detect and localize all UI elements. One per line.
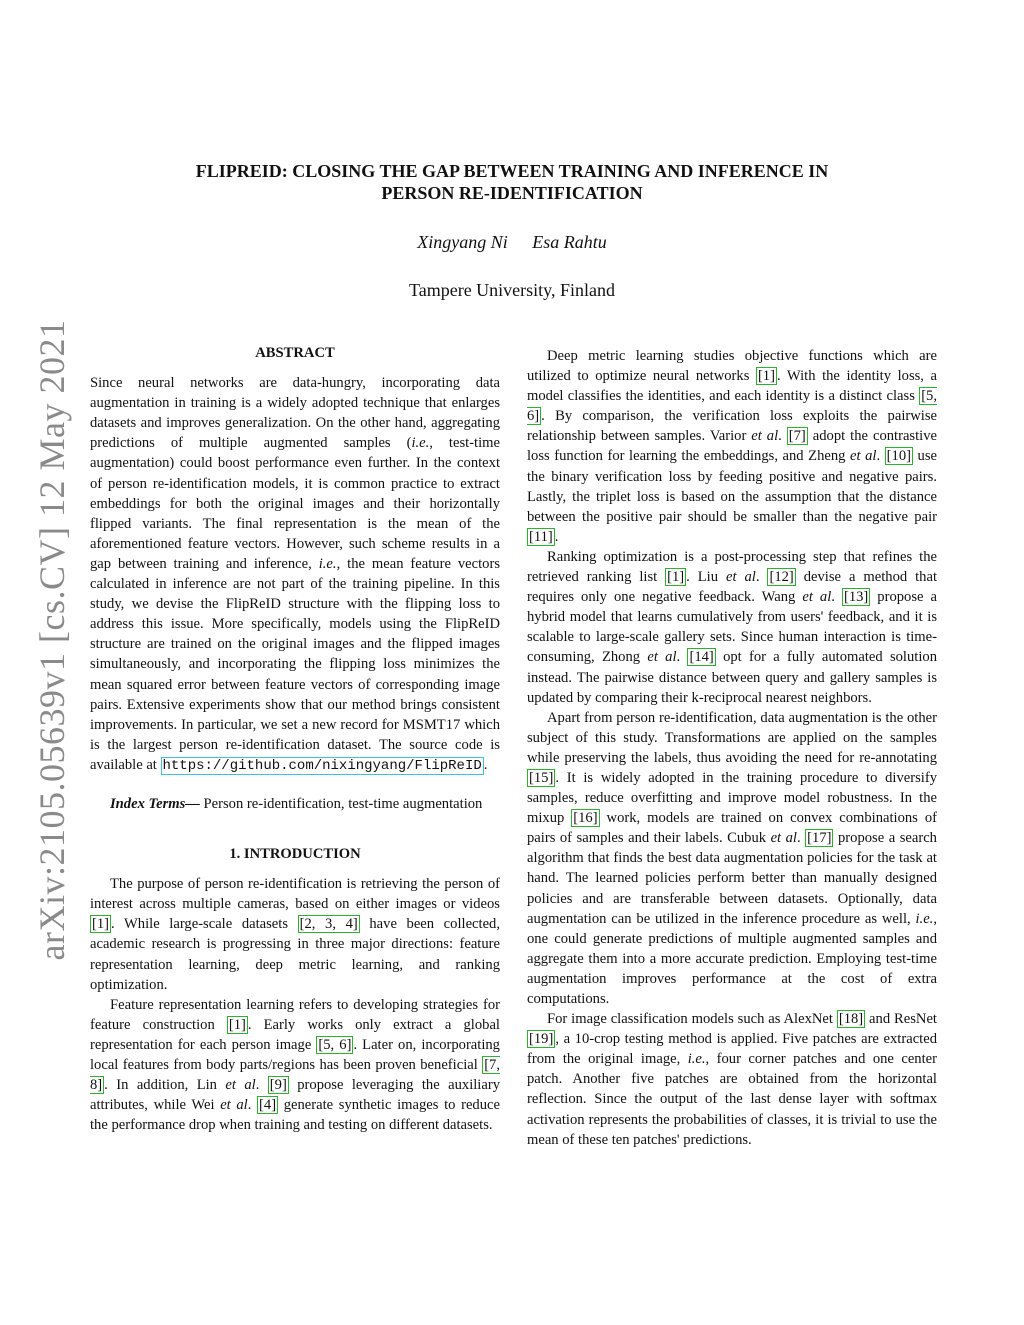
text-run: work, models are trained on convex combinations of pairs of samples and their labels. Cubuk (527, 810, 937, 847)
body-paragraph (527, 346, 937, 547)
citation-link[interactable]: [16] (573, 810, 598, 827)
text-run: . (778, 428, 787, 445)
italic-text: et al (770, 830, 797, 847)
italic-text: et al (802, 589, 832, 606)
text-run: . In addition, Lin (104, 1077, 226, 1094)
citation-link[interactable]: [4] (259, 1097, 277, 1114)
citation-link[interactable]: [5, 6] (527, 388, 937, 425)
italic-text: i.e. (915, 910, 934, 927)
citation-link[interactable]: [15] (529, 769, 554, 786)
text-run: propose a search algorithm that finds the best data augmentation policies for the task at hand. The learned policies perform better than manually designed policies and are transferable between datasets. Optionally, data augmentation can be utilized in the inference procedure as well, (527, 830, 937, 927)
citation-link[interactable]: [7, 8] (90, 1057, 500, 1094)
text-run: , four corner patches and one center patch. Another five patches are obtained from the horizontal reflection. Since the output of the last dense layer with softmax activation represents the probabilities of classes, it is trivial to use the mean of these ten patches' predictions. (527, 1051, 937, 1148)
body-paragraph (527, 547, 937, 708)
text-run: . Early works only extract a global representation for each person image (90, 1016, 500, 1053)
right-column (527, 346, 937, 1150)
text-run: The purpose of person re-identification is retrieving the person of interest across multiple cameras, based on either images or videos (90, 876, 500, 913)
text-run: For image classification models such as AlexNet (547, 1011, 837, 1028)
text-run: propose leveraging the auxiliary attributes, while Wei (90, 1077, 500, 1114)
text-run: . While large-scale datasets (111, 916, 298, 933)
citation-link[interactable]: [18] (838, 1011, 864, 1028)
abstract-body: Since neural networks are data-hungry, incorporating data augmentation in training is a widely adopted technique that enlarges datasets and improves generalization. On the other hand, aggregating predictions of multiple augmented samples (i.e., test-time augmentation) could boost performance even further. In the context of person re-identification models, it is common practice to extract embeddings for both the original images and their horizontally flipped variants. The final representation is the mean of the aforementioned feature vectors. However, such scheme results in a gap between training and inference, i.e., the mean feature vectors calculated in inference are not part of the training pipeline. In this study, we devise the FlipReID structure with the flipping loss to address this issue. More specifically, models using the FlipReID structure are trained on the original images and the flipped images simultaneously, and incorporating the flipping loss minimizes the mean squared error between feature vectors of corresponding image pairs. Extensive experiments show that our method brings consistent improvements. In particular, we set a new record for MSMT17 which is the largest person re-identification dataset. The source code is available at https://github.com/nixingyang/FlipReID . (90, 375, 500, 774)
text-run: . (796, 830, 806, 847)
text-run: . (831, 589, 842, 606)
text-run: Apart from person re-identification, data augmentation is the other subject of this study. Transformations are applied on the samples while preserving the labels, thus avoiding the need for re-annotating (527, 709, 937, 766)
citation-link[interactable]: [12] (769, 569, 794, 586)
text-run: . Later on, incorporating local features from body parts/regions has been proven beneficial (90, 1036, 500, 1073)
title-line-2: PERSON RE-IDENTIFICATION (381, 183, 643, 203)
intro-paragraph (90, 874, 500, 995)
citation-link[interactable]: [11] (529, 528, 553, 545)
citation-link[interactable]: [10] (886, 448, 911, 465)
text-run: . (876, 448, 885, 465)
text-run: and ResNet (865, 1011, 937, 1028)
citation-link[interactable]: [7] (788, 428, 806, 445)
citation-link[interactable]: [1] (92, 916, 110, 933)
text-run: . (247, 1097, 258, 1114)
text-run: . (554, 528, 559, 545)
text-run: use the binary verification loss by feeding positive and negative pairs. Lastly, the triplet loss is based on the assumption that the distance between the positive pair should be smaller than the negative pair (527, 448, 938, 525)
text-run: . By comparison, the verification loss exploits the pairwise relationship between samples. Varior (527, 408, 937, 445)
arxiv-identifier: arXiv:2105.05639v1 [cs.CV] 12 May 2021 (32, 319, 72, 961)
citation-link[interactable]: [14] (689, 649, 714, 666)
index-terms-label: Index Terms— (110, 795, 200, 812)
citation-link[interactable]: [2, 3, 4] (299, 916, 358, 933)
author-name: Xingyang Ni (417, 232, 508, 252)
citation-link[interactable]: [1] (757, 368, 775, 385)
text-run: propose a hybrid model that learns cumulatively from users' feedback, and it is scalable to large-scale gallery sets. Since human interaction is time-consuming, Zhong (527, 589, 938, 666)
index-terms: Index Terms— Person re-identification, test-time augmentation (110, 795, 483, 812)
abstract-heading: ABSTRACT (255, 345, 335, 361)
citation-link[interactable]: [9] (269, 1077, 287, 1094)
text-run: generate synthetic images to reduce the performance drop when training and testing on different datasets. (90, 1097, 500, 1134)
left-column (90, 343, 500, 1135)
body-paragraph (527, 708, 937, 1009)
affiliation: Tampere University, Finland (408, 280, 616, 300)
text-run: Deep metric learning studies objective functions which are utilized to optimize neural networks (527, 348, 937, 385)
italic-text: et al (220, 1097, 248, 1114)
italic-text: et al (726, 569, 756, 586)
italic-text: et al (751, 428, 779, 445)
italic-text: et al (850, 448, 877, 465)
citation-link[interactable]: [5, 6] (318, 1036, 352, 1053)
italic-text: et al (647, 649, 677, 666)
text-run: Ranking optimization is a post-processing step that refines the retrieved ranking list (527, 548, 937, 586)
citation-link[interactable]: [13] (843, 589, 869, 606)
source-code-link[interactable]: https://github.com/nixingyang/FlipReID (162, 757, 482, 774)
body-paragraph (527, 1009, 937, 1150)
text-run: devise a method that requires only one negative feedback. Wang (527, 569, 938, 606)
text-run: , one could generate predictions of multiple augmented samples and aggregate them into a more accurate prediction. Employing test-time augmentation improves performance at the cost of extra computations. (527, 910, 937, 1007)
paper-title (100, 160, 924, 204)
citation-link[interactable]: [17] (807, 830, 832, 847)
italic-text: i.e. (687, 1051, 706, 1068)
citation-link[interactable]: [1] (228, 1016, 246, 1033)
text-run: adopt the contrastive loss function for learning the embeddings, and Zheng (527, 428, 937, 465)
author-list (0, 232, 1024, 253)
citation-link[interactable]: [19] (529, 1031, 554, 1048)
text-run: . With the identity loss, a model classifies the identities, and each identity is a distinct class (527, 368, 937, 405)
text-run: . It is widely adopted in the training procedure to diversify samples, reduce overfitting and improve model robustness. In the mixup (527, 769, 937, 827)
author-name: Esa Rahtu (532, 232, 607, 252)
text-run: . (755, 569, 768, 586)
text-run: Feature representation learning refers to developing strategies for feature construction (90, 996, 500, 1033)
introduction-heading: 1. INTRODUCTION (229, 846, 361, 863)
text-run: , a 10-crop testing method is applied. Five patches are extracted from the original image, (527, 1031, 937, 1068)
text-run: . Liu (686, 569, 726, 586)
text-run: . (255, 1077, 268, 1094)
text-run: . (676, 649, 688, 666)
text-run: have been collected, academic research is progressing in three major directions: feature representation learning, deep metric learning, and ranking optimization. (90, 916, 500, 993)
citation-link[interactable]: [1] (667, 569, 685, 586)
title-line-1: FLIPREID: CLOSING THE GAP BETWEEN TRAINING AND INFERENCE IN (195, 161, 829, 181)
intro-paragraph (90, 995, 500, 1136)
text-run: opt for a fully automated solution instead. The pairwise distance between query and gallery samples is updated by comparing their k-reciprocal nearest neighbors. (527, 649, 937, 706)
italic-text: et al (225, 1077, 256, 1094)
